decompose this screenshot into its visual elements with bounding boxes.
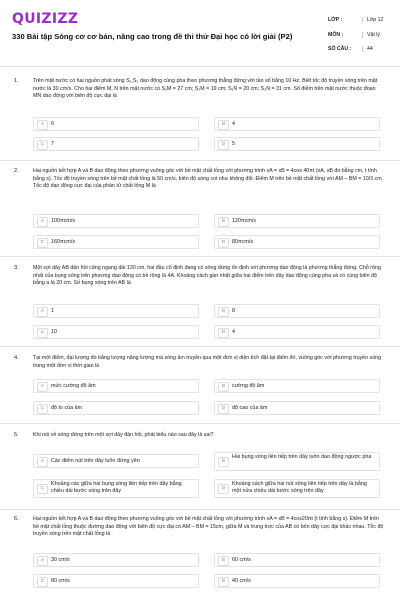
option-c[interactable]	[33, 574, 199, 588]
option-a[interactable]	[33, 117, 199, 131]
option-text: Các điểm nút trên dây luôn đứng yên	[51, 458, 140, 464]
option-letter: D	[218, 577, 229, 587]
header-divider	[0, 66, 400, 67]
option-c[interactable]	[33, 235, 199, 249]
option-text: 4	[232, 121, 235, 127]
option-letter: C	[37, 484, 48, 494]
option-text: 4	[232, 329, 235, 335]
quizizz-logo: QUIZIZZ	[12, 11, 79, 27]
option-text: độ cao của âm	[232, 405, 268, 411]
option-d[interactable]	[214, 325, 380, 339]
option-text: mức cường độ âm	[51, 383, 96, 389]
question-number: 5.	[14, 432, 19, 438]
meta-label: LỚP :	[328, 17, 343, 23]
meta-label: MÔN :	[328, 32, 344, 38]
option-text: 100πcm/s	[51, 218, 76, 224]
option-b[interactable]	[214, 452, 380, 471]
option-letter: D	[218, 484, 229, 494]
question-text: Hai nguồn kết hợp A và B dao động theo phương vuông góc với bề mặt chất lỏng với phương trình xA = xB = 4cos 40πt (xA, xB đo bằng cm, t tính bằng s). Tốc độ truyền sóng trên bề mặt chất lỏng là 50 cm/s, biên độ sóng coi như không đổi. Điểm M trên bề mặt chất lỏng với AM – BM = 10/3 cm. Tốc độ dao động cực đại của phần tử chất lỏng M là	[33, 168, 384, 190]
meta-value: Vật lý	[362, 32, 391, 38]
option-text: cường độ âm	[232, 383, 265, 389]
option-text: độ to của âm	[51, 405, 83, 411]
option-a[interactable]	[33, 214, 199, 228]
meta-value: Lớp 12	[362, 17, 391, 23]
option-b[interactable]	[214, 117, 380, 131]
option-text: 120πcm/s	[232, 218, 257, 224]
option-text: 80 cm/s	[51, 578, 70, 584]
meta-row-count	[328, 46, 391, 52]
option-letter: B	[218, 307, 229, 317]
option-a[interactable]	[33, 379, 199, 393]
option-text: 7	[51, 141, 54, 147]
option-letter: C	[37, 577, 48, 587]
option-letter: C	[37, 140, 48, 150]
option-letter: C	[37, 328, 48, 338]
question-number: 2.	[14, 168, 19, 174]
option-letter: B	[218, 457, 229, 467]
question-number: 6.	[14, 516, 19, 522]
option-d[interactable]	[214, 401, 380, 415]
option-a[interactable]	[33, 304, 199, 318]
option-letter: C	[37, 238, 48, 248]
option-text: 40 cm/s	[232, 578, 251, 584]
question-number: 1.	[14, 78, 19, 84]
question-number: 4.	[14, 355, 19, 361]
option-d[interactable]	[214, 137, 380, 151]
option-b[interactable]	[214, 304, 380, 318]
option-text: 8	[232, 308, 235, 314]
option-c[interactable]	[33, 137, 199, 151]
question-number: 3.	[14, 265, 19, 271]
divider	[0, 509, 400, 510]
meta-label: SỐ CÂU :	[328, 46, 352, 52]
option-c[interactable]	[33, 325, 199, 339]
option-text: 160πcm/s	[51, 239, 76, 245]
option-d[interactable]	[214, 235, 380, 249]
option-text: Khoảng cách giữa hai nút sóng liên tiếp trên dây là bằng một nửa chiều dài bước sóng trên dây	[232, 481, 367, 494]
option-b[interactable]	[214, 553, 380, 567]
option-letter: A	[37, 217, 48, 227]
option-text: 80πcm/s	[232, 239, 254, 245]
option-letter: A	[37, 382, 48, 392]
option-b[interactable]	[214, 379, 380, 393]
option-text: 6	[51, 121, 54, 127]
option-letter: B	[218, 556, 229, 566]
question-text: Hai nguồn kết hợp A và B dao động theo phương vuông góc với bề mặt chất lỏng với phương trình xA = xB = 4cos20πt (t tính bằng s). Điểm M trên bề mặt chất lỏng thuộc đường dao động với biên độ cực đại có AM – BM = 15cm, giữa M và trung trực của AB có bốn dãy cực đại khác nhau. Tốc độ truyền sóng trên mặt chất lỏng là	[33, 516, 384, 538]
divider	[0, 256, 400, 257]
option-letter: B	[218, 382, 229, 392]
option-letter: D	[218, 238, 229, 248]
divider	[0, 346, 400, 347]
option-d[interactable]	[214, 574, 380, 588]
option-letter: A	[37, 120, 48, 130]
option-c[interactable]	[33, 479, 199, 498]
question-text: Tại một điểm, đại lượng đo bằng lượng năng lượng mà sóng âm truyền qua một đơn vị diện tích đặt tại điểm đó, vuông góc với phương truyền sóng trong một đơn vị thời gian là	[33, 355, 382, 369]
option-letter: A	[37, 457, 48, 467]
option-a[interactable]	[33, 553, 199, 567]
divider	[0, 423, 400, 424]
option-c[interactable]	[33, 401, 199, 415]
option-letter: D	[218, 140, 229, 150]
option-text: Khoảng các giữa hai bụng sóng liên tiếp trên dây bằng chiều dài bước sóng trên dây	[51, 481, 182, 494]
meta-value: 44	[362, 46, 391, 52]
option-text: 60 cm/s	[232, 557, 251, 563]
option-letter: A	[37, 307, 48, 317]
option-letter: D	[218, 328, 229, 338]
question-text: Khi nói về sóng dừng trên một sợi dây đàn hồi, phát biểu nào sau đây là sai?	[33, 432, 214, 438]
option-d[interactable]	[214, 479, 380, 498]
option-text: 5	[232, 141, 235, 147]
divider	[0, 160, 400, 161]
question-text: Trên mặt nước có hai nguồn phát sóng S₁,S₂ dao động cùng pha theo phương thẳng đứng với tần số bằng 10 Hz. Biết tốc độ truyền sóng trên mặt nước là 30 cm/s. Cho hai điểm M, N trên mặt nước có S₁M = 27 cm; S₂M = 19 cm; S₁N = 20 cm; S₂N = 31 cm. Số điểm trên mặt nước thuộc đoạn MN dao động với biên độ cực đại là	[33, 78, 378, 100]
meta-row-subject	[328, 32, 391, 38]
meta-row-class	[328, 17, 391, 23]
option-letter: B	[218, 120, 229, 130]
option-text: Hai bụng sóng liên tiếp trên dây luôn dao động ngược pha	[232, 454, 372, 460]
option-b[interactable]	[214, 214, 380, 228]
question-text: Một sợi dây AB dàn hồi căng ngang dài 120 cm, hai đầu cố định đang có sóng dừng ổn định với phương dao động là phương thẳng đứng. Chỗ rộng nhất của bụng sóng trên phương dao động có bề rộng là 4A. Khoảng cách gần nhất giữa hai điểm trên dây dao động cùng pha và có cùng biên độ bằng a là 20 cm. Số bụng sóng trên AB là	[33, 265, 381, 287]
option-letter: B	[218, 217, 229, 227]
option-text: 1	[51, 308, 54, 314]
option-text: 30 cm/s	[51, 557, 70, 563]
option-letter: A	[37, 556, 48, 566]
page-title: 330 Bài tập Sóng cơ cơ bản, nâng cao trong đề thi thử Đại học có lời giải (P2)	[12, 32, 293, 41]
option-text: 10	[51, 329, 57, 335]
header	[0, 0, 400, 66]
option-a[interactable]	[33, 454, 199, 468]
option-letter: D	[218, 404, 229, 414]
option-letter: C	[37, 404, 48, 414]
